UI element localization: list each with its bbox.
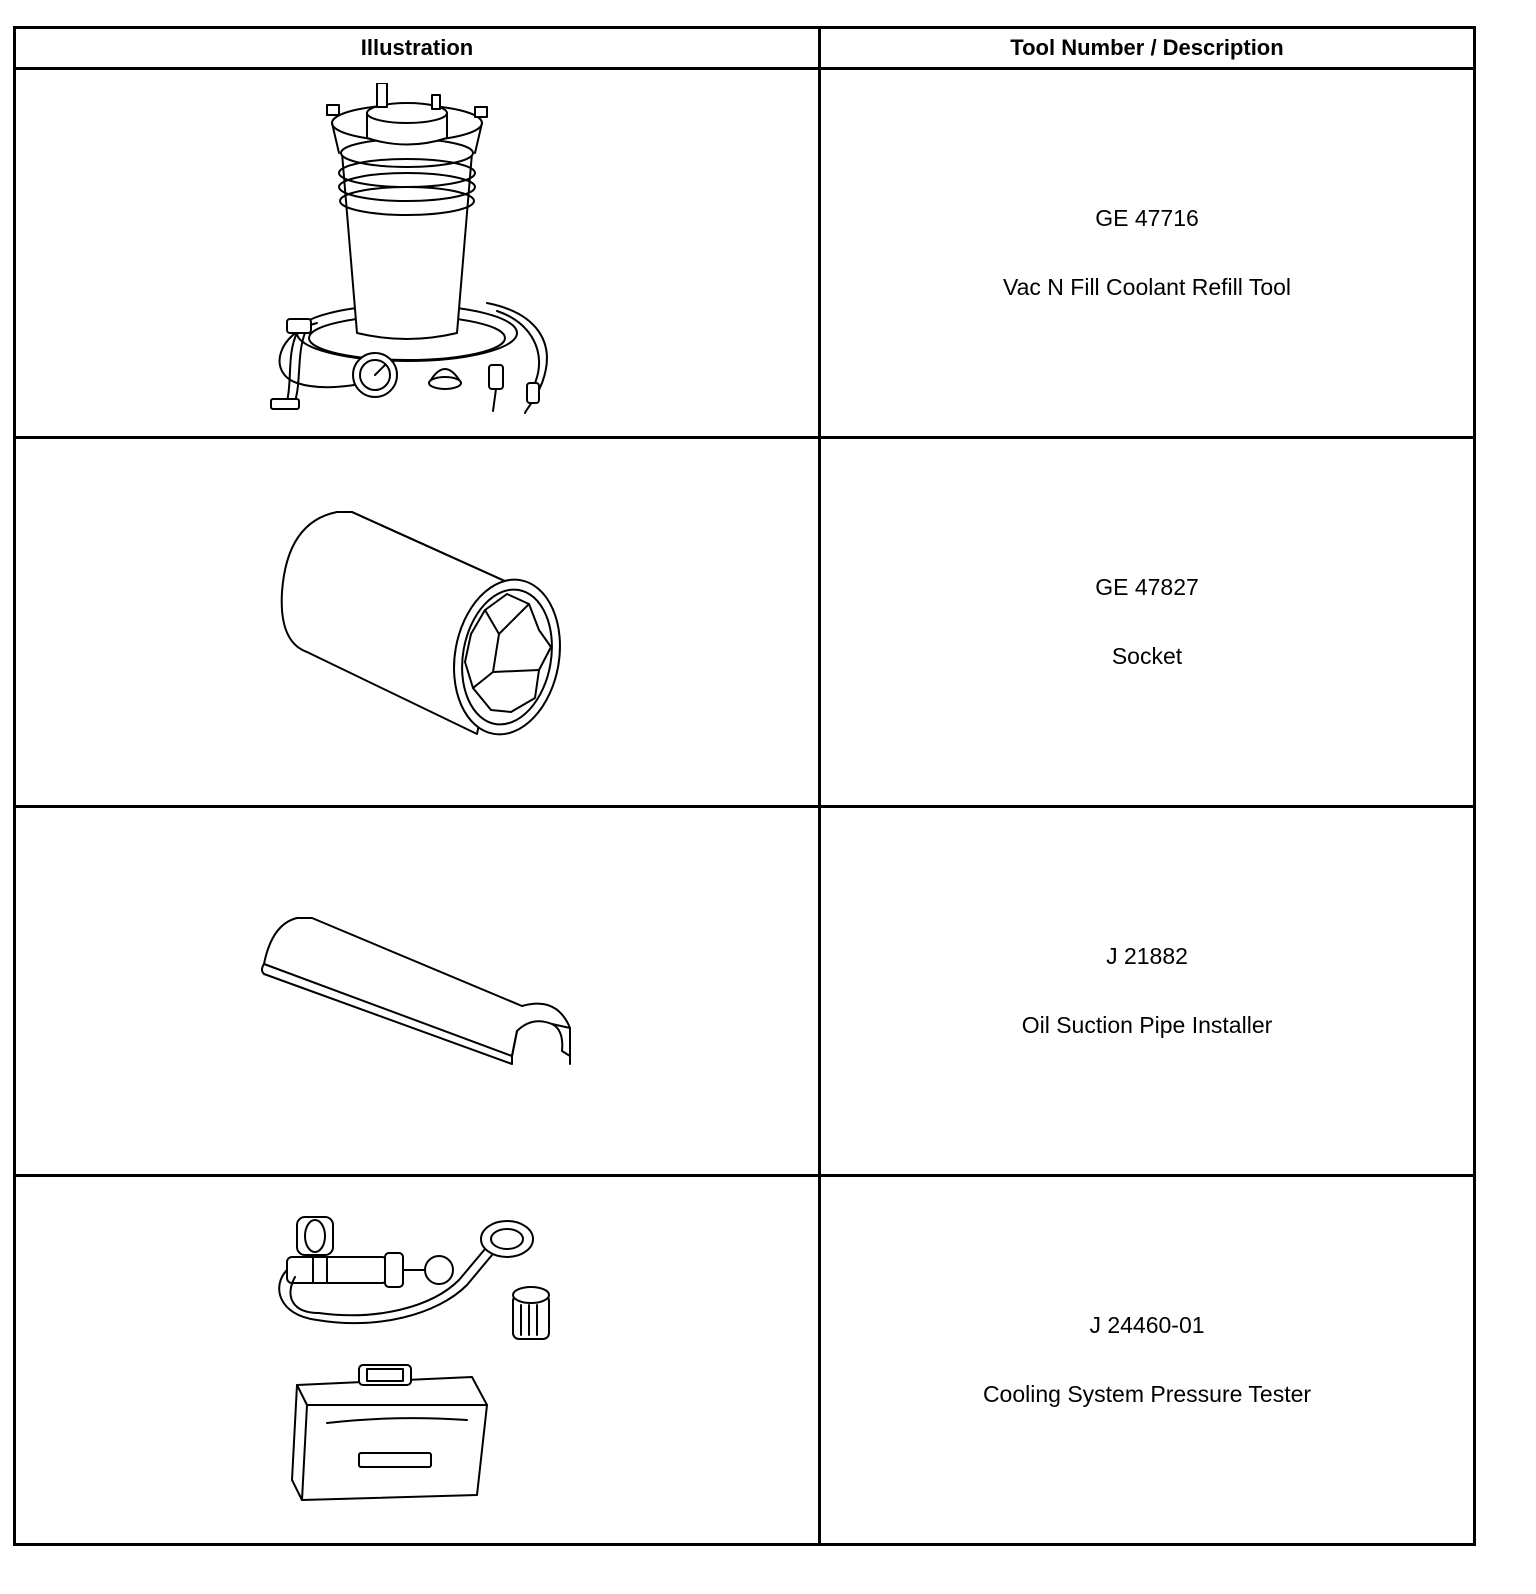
- tool-description-cell: [820, 807, 1475, 1176]
- tool-description: Socket: [1111, 643, 1183, 669]
- tool-number: J 21882: [1106, 943, 1188, 969]
- illustration-cell: [15, 69, 820, 438]
- tool-description-cell: [820, 438, 1475, 807]
- table-row: [15, 807, 1475, 1176]
- table-row: [15, 438, 1475, 807]
- socket-icon: [267, 502, 567, 742]
- tool-description: Oil Suction Pipe Installer: [1021, 1012, 1273, 1038]
- header-tool-number-description: Tool Number / Description: [820, 28, 1475, 69]
- table-row: [15, 1176, 1475, 1545]
- header-illustration: Illustration: [15, 28, 820, 69]
- pressure-tester-icon: [267, 1215, 567, 1505]
- tool-description: Vac N Fill Coolant Refill Tool: [1002, 274, 1292, 300]
- illustration-cell: [15, 1176, 820, 1545]
- tool-description: Cooling System Pressure Tester: [982, 1381, 1312, 1407]
- tool-description-cell: [820, 69, 1475, 438]
- illustration-cell: [15, 807, 820, 1176]
- tool-number: J 24460-01: [1089, 1312, 1205, 1338]
- special-tools-table: [13, 26, 1476, 1546]
- table-row: [15, 69, 1475, 438]
- tool-number: GE 47716: [1095, 205, 1199, 231]
- coolant-refill-tool-icon: [257, 83, 577, 423]
- tool-number: GE 47827: [1095, 574, 1199, 600]
- illustration-cell: [15, 438, 820, 807]
- tool-description-cell: [820, 1176, 1475, 1545]
- pipe-installer-icon: [252, 906, 582, 1076]
- header-row: [15, 28, 1475, 69]
